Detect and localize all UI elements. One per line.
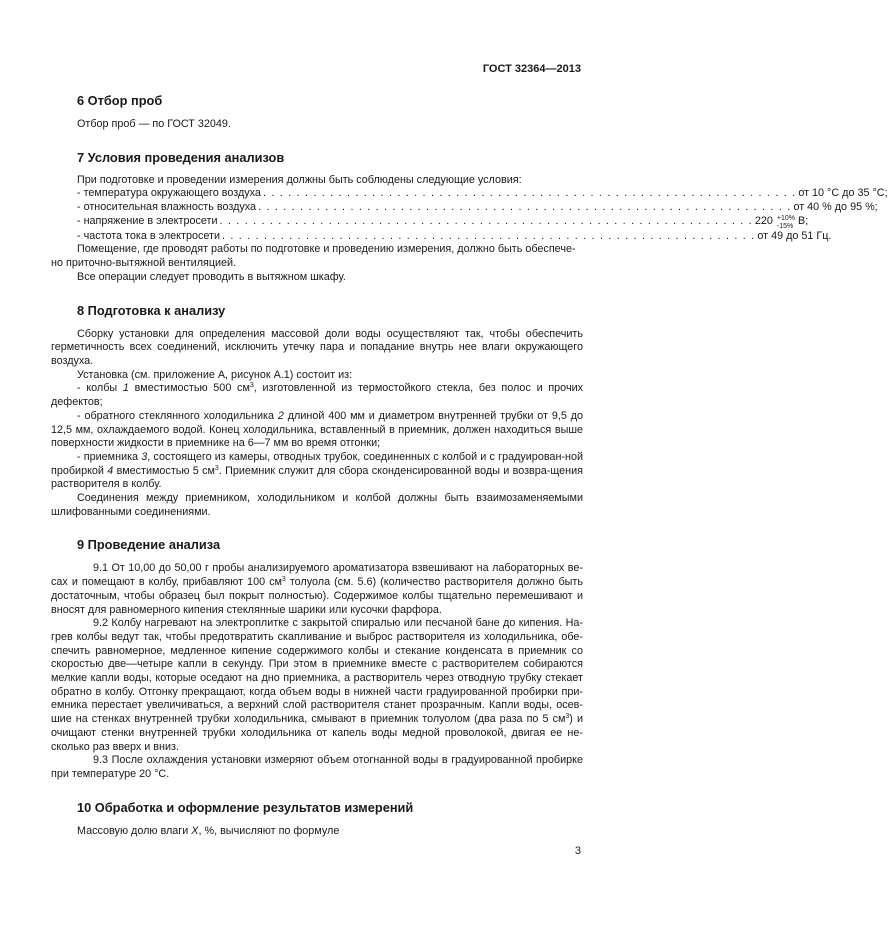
condition-label: - частота тока в электросети — [77, 229, 220, 242]
section-10-paragraph-formula-intro: Массовую долю влаги X, %, вычисляют по формуле — [77, 824, 340, 837]
condition-value: от 49 до 51 Гц. — [757, 229, 832, 242]
document-header-standard-number: ГОСТ 32364—2013 — [482, 63, 581, 75]
section-9-clause-9-1: 9.1 От 10,00 до 50,00 г пробы анализируемого ароматизатора взвешивают на лабораторных ве-сах и помещают в колбу, прибавляют 100 $см^3$ толуола (см. 5.6) (количество растворителя должно быть достаточным, чтобы образец был покрыт полностью). Содержимое колбы тщательно перемешивают и вносят для равномерного кипения стеклянные шарики или кусочки фарфора. — [51, 562, 583, 616]
section-6-title: 6 Отбор проб — [77, 93, 163, 108]
section-8-item-flask: - колбы 1 вместимостью 500 $см^3$, изготовленной из термостойкого стекла, без полос и прочих дефектов; — [51, 382, 584, 409]
condition-row-frequency — [77, 229, 832, 244]
condition-value: 220 +10% -15% В; — [754, 214, 809, 230]
leader-dots: . . . . . . . . . . . . . . . . . . . . . . . . . . . . . . . . . . . . . . . . . . . . . . . . . . . . . . . . . . . . . . . . — [221, 229, 756, 242]
condition-label: - относительная влажность воздуха — [77, 201, 257, 214]
condition-value: от 40 % до 95 %; — [793, 201, 878, 214]
page-number: 3 — [574, 845, 581, 857]
section-8-paragraph-joints: Соединения между приемником, холодильником и колбой должны быть взаимозаменяемыми шлифованными соединениями. — [51, 492, 583, 518]
section-8-item-receiver: - приемника 3, состоящего из камеры, отводных трубок, соединенных с колбой и с градуирован-ной пробиркой 4 вместимостью 5 $см^3$. Приемник служит для сбора сконденсированной воды и возвра-щения растворителя в колбу. — [51, 450, 583, 491]
leader-dots: . . . . . . . . . . . . . . . . . . . . . . . . . . . . . . . . . . . . . . . . . . . . . . . . . . . . . . . . . . . . . . . . — [258, 201, 792, 214]
section-7-intro: При подготовке и проведении измерения должны быть соблюдены следующие условия: — [77, 173, 522, 186]
section-7-paragraph-ventilation: Помещение, где проводят работы по подготовке и проведению измерения, должно быть обеспече- — [77, 243, 576, 256]
section-9-clause-9-2: 9.2 Колбу нагревают на электроплитке с закрытой спиралью или песчаной бане до кипения. На-грев колбы ведут так, чтобы предотвратить скапливание и выброс растворителя из холодильника, обе-спечить равномерное, медленное кипение содержимого колбы и стекание конденсата в приемник со скоростью две—четыре капли в секунду. При этом в приемнике вместе с растворителем собираются мелкие капли воды, которые оседают на дно приемника, а растворитель через отводную трубку стекает обратно в колбу. Отгонку прекращают, когда объем воды в нижней части градуированной пробирки при-емника перестает увеличиваться, а верхний слой растворителя станет прозрачным. Капли воды, осев-шие на стенках внутренней трубки холодильника, смывают в приемник толуолом (два раза по 5 $см^3$) и очищают стенки внутренней трубки холодильника от капель воды медной проволокой, двигая ее не-сколько раз вверх и вниз. — [51, 617, 583, 753]
section-8-paragraph-setup: Установка (см. приложение А, рисунок А.1) состоит из: — [77, 368, 353, 381]
section-9-title: 9 Проведение анализа — [77, 537, 221, 553]
condition-label: - температура окружающего воздуха — [77, 187, 261, 200]
condition-row-humidity — [77, 201, 878, 215]
leader-dots: . . . . . . . . . . . . . . . . . . . . . . . . . . . . . . . . . . . . . . . . . . . . . . . . . . . . . . . . . . . . . . . . — [219, 214, 753, 227]
section-6-paragraph: Отбор проб — по ГОСТ 32049. — [77, 118, 231, 130]
section-7-title: 7 Условия проведения анализов — [77, 149, 285, 165]
condition-label: - напряжение в электросети — [77, 214, 218, 227]
condition-row-temperature — [77, 187, 888, 201]
condition-row-voltage — [77, 214, 809, 230]
document-body — [51, 93, 888, 838]
leader-dots: . . . . . . . . . . . . . . . . . . . . . . . . . . . . . . . . . . . . . . . . . . . . . . . . . . . . . . . . . . . . . . . . — [262, 187, 797, 200]
section-8-item-condenser: - обратного стеклянного холодильника 2 длиной 400 мм и диаметром внутренней трубки от 9,5 до 12,5 мм, охлаждаемого водой. Конец холодильника, вставленный в приемник, должен находиться выше поверхности жидкости в приемнике на 6—7 мм во время отгонки; — [51, 409, 583, 450]
section-8-title: 8 Подготовка к анализу — [77, 302, 226, 318]
section-7-paragraph-ventilation-cont: но приточно-вытяжной вентиляцией. — [51, 257, 237, 270]
section-9-clause-9-3: 9.3 После охлаждения установки измеряют объем отогнанной воды в градуированной пробирке при температуре 20 °С. — [51, 754, 583, 780]
section-8-paragraph-assembly: Сборку установки для определения массовой доли воды осуществляют так, чтобы обеспечить герметичность всех соединений, исключить утечку пара и попадание внутрь нее влаги окружающего воздуха. — [51, 327, 583, 367]
condition-value: от 10 °С до 35 °С; — [798, 187, 888, 200]
section-7-paragraph-fume-hood: Все операции следует проводить в вытяжном шкафу. — [77, 270, 346, 283]
section-10-title: 10 Обработка и оформление результатов измерений — [77, 799, 414, 815]
